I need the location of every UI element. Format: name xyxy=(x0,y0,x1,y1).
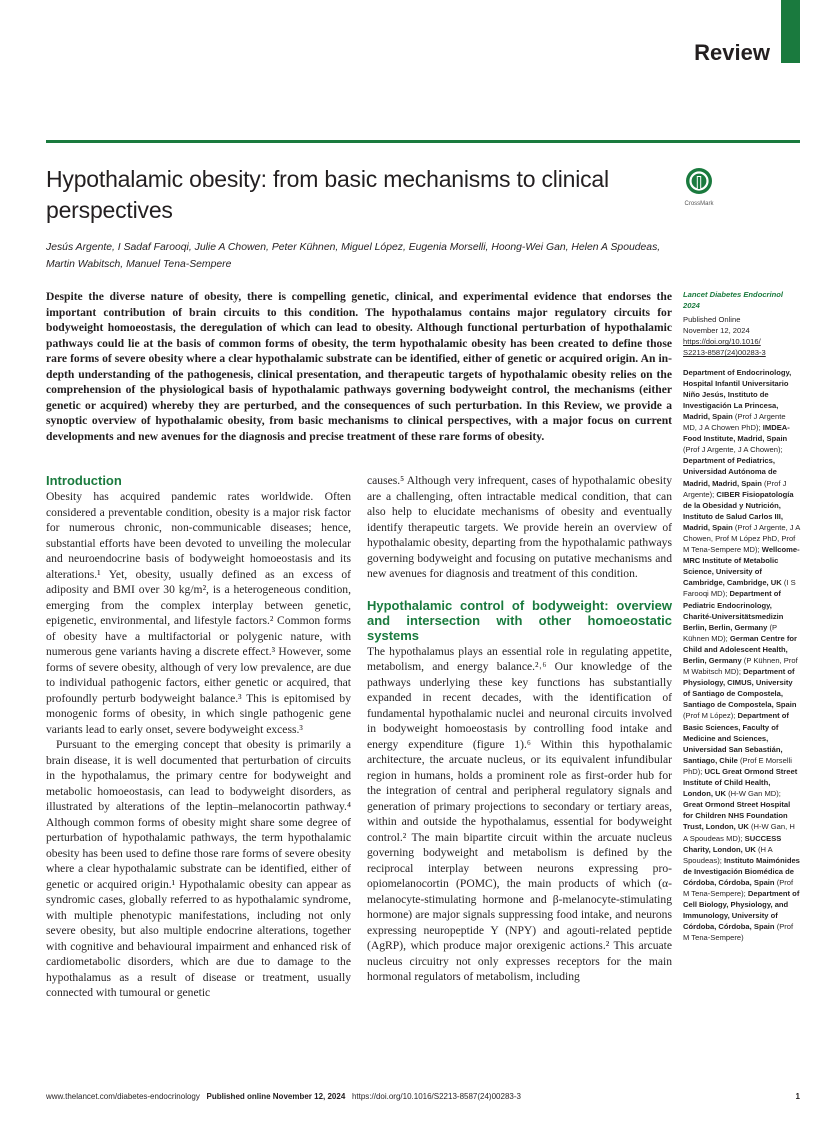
affiliation-people: (Prof J Argente); xyxy=(683,478,787,499)
doi-link-line-2[interactable]: S2213-8587(24)00283-3 xyxy=(683,348,766,358)
page-footer xyxy=(46,1092,800,1101)
affiliation-name: Instituto Maimónides de Investigación Biomédica de Córdoba, Córdoba, Spain xyxy=(683,855,800,887)
publication-info xyxy=(683,314,801,358)
header-accent-bar xyxy=(781,0,800,63)
intro-paragraph-3: causes.⁵ Although very infrequent, cases of hypothalamic obesity are a challenging, often intractable medical condition, that can also help to elucidate mechanisms of obesity and eventually identify therapeutic targets. We provide herein an overview of hypothalamic obesity, departing from the hypothalamic pathways governing bodyweight and focusing on putative mechanisms and new avenues for diagnosis and treatment of this condition. xyxy=(367,474,672,580)
affiliation-people: (Prof M Tena-Sempere) xyxy=(683,922,794,943)
affiliation-people: (H-W Gan, H A Spoudeas MD); xyxy=(683,822,795,843)
affiliation-people: (Prof E Morselli PhD); xyxy=(683,755,792,776)
crossmark-label: CrossMark xyxy=(684,201,714,207)
intro-paragraph-2: Pursuant to the emerging concept that obesity is primarily a brain disease, it is well documented that perturbation of circuits in the hypothalamus, the primary centre for bodyweight and metabolic homoeostasis, can lead to bodyweight disorders, as illustrated by alterations of the leptin–melanocortin pathway.⁴ Although common forms of obesity might share some degree of perturbation of hypothalamic pathways, the term hypothalamic obesity has been used to define those rare forms of severe obesity where a clear hypothalamic substrate can be identified, either of genetic or acquired origin.¹ Hypothalamic obesity can appear as syndromic cases, globally referred to as hypothalamic syndrome, with multiple phenotypic manifestations, including not only severe obesity, but also multiple endocrine alterations, together with cognitive and behavioural impairment and enhanced risk of cardiometabolic disorders, which are due to damage to the hypothalamus as a result of disease or treatment, usually connected with tumoural or genetic xyxy=(46,738,351,999)
affiliation-name: Great Ormond Street Hospital for Children NHS Foundation Trust, London, UK xyxy=(683,800,791,832)
journal-citation: Lancet Diabetes Endocrinol 2024 xyxy=(683,290,784,311)
footer-doi-link[interactable]: https://doi.org/10.1016/S2213-8587(24)00283-3 xyxy=(351,1092,521,1101)
affiliation-people: (H A Spoudeas); xyxy=(683,844,773,865)
affiliation-people: (Prof M López); xyxy=(683,711,736,721)
affiliation-people: (Prof J Argente, J A Chowen, Prof M López PhD, Prof M Tena-Sempere MD); xyxy=(683,522,800,555)
body-column-left xyxy=(46,473,351,1001)
affiliation-name: Department of Pediatrics, Universidad Autónoma de Madrid, Madrid, Spain xyxy=(683,456,777,488)
header-rule xyxy=(46,140,800,143)
abstract: Despite the diverse nature of obesity, there is compelling genetic, clinical, and experimental evidence that endorses the important contribution of brain circuits to this condition. The hypothalamus contains major regulatory circuits for bodyweight homoeostasis, the deregulation of which can lead to obesity. Although functional perturbation of hypothalamic pathways could lie at the basis of common forms of obesity, the term hypothalamic obesity has been created to define those rare forms of severe obesity where a clear hypothalamic substrate can be identified, either of genetic or acquired origin. An in-depth understanding of the pathogenesis, clinical presentation, and therapeutic targets of hypothalamic obesity relies on the comprehension of the physiological basis of hypothalamic pathways governing bodyweight control, the mechanisms (either genetic or acquired) whereby they are perturbed, and the consequences of such perturbation. In this Review, we provide a synoptic overview of hypothalamic obesity, from basic mechanisms to clinical perspectives, with a major focus on current developments and new avenues for the diagnosis and precise treatment of these rare forms of obesity. xyxy=(46,290,672,443)
section-heading-hypothalamic-control: Hypothalamic control of bodyweight: overview and intersection with other homoeostatic systems xyxy=(367,597,672,643)
section2-paragraph-1: The hypothalamus plays an essential role in regulating appetite, metabolism, and energy balance.²˒⁶ Our knowledge of the pathways underlying these key functions has substantially expanded in recent decades, with the identification of fundamental hypothalamic nuclei and neuronal circuits involved in bodyweight homoeostasis by controlling food intake and energy expenditure (figure 1).⁶ Within this hypothalamic architecture, the arcuate nucleus, or its equivalent infundibular region in humans, holds a prominent role as first-order hub for the integration of central and peripheral regulatory signals and generation of primary projections to secondary or tertiary areas, within and outside the hypothalamus, essential for bodyweight control.² The main bipartite circuit within the arcuate nucleus governing bodyweight and metabolism is defined by the reciprocal interplay between neurons expressing pro-opiomelanocortin (POMC), the main products of which (α-melanocyte-stimulating hormone and β-melanocyte-stimulating hormone) are major signals suppressing food intake, and neurons expressing neuropeptide Y (NPY) and agouti-related peptide (AgRP), which produce major orexigenic actions.² This arcuate nucleus circuitry not only expresses receptors for the main hormonal regulators of metabolism, including xyxy=(367,644,672,983)
affiliation-name: Wellcome-MRC Institute of Metabolic Science, University of Cambridge, Cambridge, UK xyxy=(683,545,800,588)
affiliation-name: SUCCESS Charity, London, UK xyxy=(683,833,782,854)
affiliation-people: (Prof M Tena-Sempere); xyxy=(683,877,794,898)
affiliation-people: (Prof J Argente, J A Chowen); xyxy=(683,445,783,455)
affiliations xyxy=(683,367,801,944)
section-heading-introduction: Introduction xyxy=(46,473,122,488)
affiliation-people: (H-W Gan MD); xyxy=(728,789,781,799)
affiliation-people: (I S Farooqi MD); xyxy=(683,578,796,599)
article-title: Hypothalamic obesity: from basic mechanisms to clinical perspectives xyxy=(46,166,609,223)
affiliation-name: UCL Great Ormond Street Institute of Child Health, London, UK xyxy=(683,766,798,799)
footer-published: Published online November 12, 2024 xyxy=(206,1092,346,1101)
crossmark-icon xyxy=(685,167,713,195)
affiliation-name: Department of Basic Sciences, Faculty of Medicine and Sciences, Universidad San Sebastián, Santiago, Chile xyxy=(683,711,789,765)
affiliation-name: German Centre for Child and Adolescent Health, Berlin, Germany xyxy=(683,633,797,665)
footer-site-link[interactable]: www.thelancet.com/diabetes-endocrinology xyxy=(46,1092,200,1101)
affiliation-people: (P Kühnen, Prof M Wabitsch MD); xyxy=(683,656,798,677)
affiliation-name: Department of Physiology, CIMUS, University of Santiago de Compostela, Santiago de Compostela, Spain xyxy=(683,667,797,710)
intro-paragraph-1: Obesity has acquired pandemic rates worldwide. Often considered a preventable condition, obesity is a major risk factor for numerous chronic, non-communicable diseases; hence, substantial efforts have been devoted to unveiling the molecular and neuroendocrine basis of bodyweight homoeostasis and its alterations.¹ Yet, obesity, usually defined as an excess of adiposity and BMI over 30 kg/m², is a heterogeneous condition, emerging from the complex interplay between genetic, epigenetic, environmental, and lifestyle factors.² Common forms of obesity have a multifactorial or polygenic nature, with numerous gene variants having a discrete effect.³ However, some forms of severe obesity, although of very low prevalence, are due to individual pathogenic factors, either genetic or acquired, that profoundly perturb bodyweight balance.³ This is epitomised by monogenic forms of obesity, in which single pathogenic gene variants lead to early onset, severe bodyweight excess.³ xyxy=(46,490,351,736)
sidebar xyxy=(683,289,801,943)
affiliation-name: Department of Endocrinology, Hospital Infantil Universitario Niño Jesús, Instituto de Investigación La Princesa, Madrid, Spain xyxy=(683,367,792,421)
published-label: Published Online xyxy=(683,315,741,325)
article-type-label: Review xyxy=(694,40,770,65)
doi-link-line-1[interactable]: https://doi.org/10.1016/ xyxy=(683,337,761,347)
affiliation-name: Department of Cell Biology, Physiology, and Immunology, University of Córdoba, Córdoba, Spain xyxy=(683,888,800,932)
page-number: 1 xyxy=(795,1092,800,1101)
published-date: November 12, 2024 xyxy=(683,326,750,336)
affiliation-name: IMDEA-Food Institute, Madrid, Spain xyxy=(683,423,790,444)
affiliation-name: CIBER Fisiopatología de la Obesidad y Nutrición, Instituto de Salud Carlos III, Madrid, Spain xyxy=(683,489,794,532)
crossmark-badge[interactable] xyxy=(682,167,716,207)
affiliation-name: Department of Pediatric Endocrinology, Charité-Universitätsmedizin Berlin, Berlin, Germany xyxy=(683,589,784,632)
affiliation-people: (Prof J Argente MD, J A Chowen PhD); xyxy=(683,411,786,433)
affiliation-people: (P Kühnen MD); xyxy=(683,622,777,643)
body-column-right xyxy=(367,473,672,985)
author-list: Jesús Argente, I Sadaf Farooqi, Julie A Chowen, Peter Kühnen, Miguel López, Eugenia Morselli, Hoong-Wei Gan, Helen A Spoudeas, Martin Wabitsch, Manuel Tena-Sempere xyxy=(46,242,661,270)
